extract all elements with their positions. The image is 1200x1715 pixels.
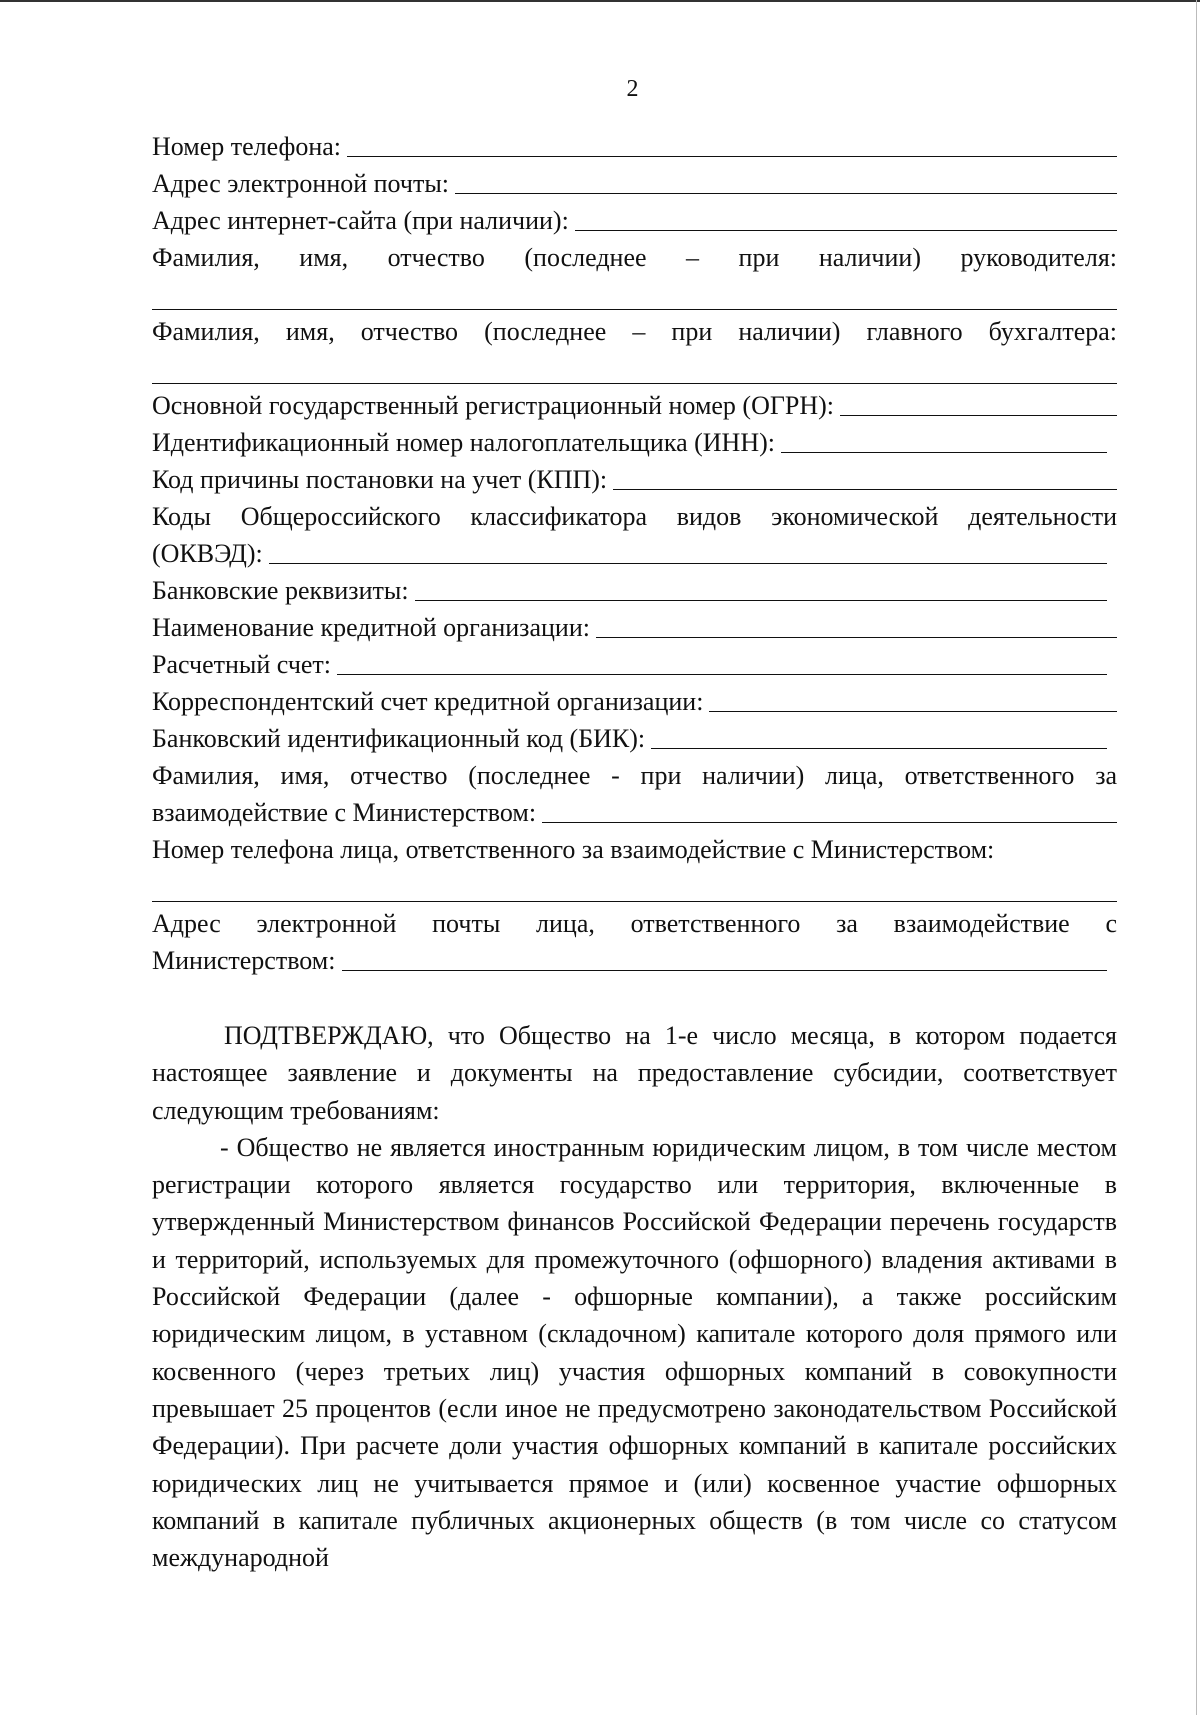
head-name-blank	[152, 276, 1117, 313]
contact-email-label-line2: Министерством:	[152, 946, 336, 975]
page-number: 2	[626, 76, 639, 102]
bank-details-label: Банковские реквизиты:	[152, 576, 409, 605]
contact-name-field	[152, 794, 1117, 831]
phone-field	[152, 128, 1117, 165]
website-field	[152, 202, 1117, 239]
account-blank	[337, 648, 1107, 675]
website-label: Адрес интернет-сайта (при наличии):	[152, 206, 569, 235]
confirmation-intro-text: ПОДТВЕРЖДАЮ, что Общество на 1-е число месяца, в котором подается настоящее заявление и документы на предоставление субсидии, соответствует следующим требованиям:	[152, 1021, 1117, 1125]
contact-name-label-line2: взаимодействие с Министерством:	[152, 798, 537, 827]
bank-details-field	[152, 572, 1117, 609]
scan-top-edge	[0, 0, 1200, 2]
ogrn-field	[152, 387, 1117, 424]
ogrn-label: Основной государственный регистрационный номер (ОГРН):	[152, 391, 835, 420]
bank-name-label: Наименование кредитной организации:	[152, 613, 590, 642]
scan-right-edge	[1196, 0, 1197, 1715]
inn-blank	[781, 426, 1107, 453]
corr-account-label: Корреспондентский счет кредитной организации:	[152, 687, 704, 716]
bank-details-blank	[415, 574, 1107, 601]
contact-email-field	[152, 942, 1117, 979]
account-field	[152, 646, 1117, 683]
okved-blank	[269, 537, 1107, 564]
corr-account-field	[152, 683, 1117, 720]
contact-email-label-line1: Адрес электронной почты лица, ответственного за взаимодействие с	[152, 909, 1117, 938]
bank-name-blank	[596, 611, 1117, 638]
ogrn-blank	[840, 389, 1117, 416]
head-name-label: Фамилия, имя, отчество (последнее – при наличии) руководителя:	[152, 243, 1117, 272]
bik-field	[152, 720, 1117, 757]
confirmation-intro	[152, 1017, 1117, 1129]
confirmation-item-1-text: - Общество не является иностранным юридическим лицом, в том числе местом регистрации которого является государство или территория, включенные в утвержденный Министерством финансов Российской Федерации перечень государств и территорий, используемых для промежуточного (офшорного) владения активами в Российской Федерации (далее - офшорные компании), а также российским юридическим лицом, в уставном (складочном) капитале которого доля прямого или косвенного (через третьих лиц) участия офшорных компаний в совокупности превышает 25 процентов (если иное не предусмотрено законодательством Российской Федерации). При расчете доли участия офшорных компаний в капитале российских юридических лиц не учитывается прямое и (или) косвенное участие офшорных компаний в капитале публичных акционерных обществ (в том числе со статусом международной	[152, 1132, 1117, 1573]
kpp-blank	[613, 463, 1117, 490]
website-blank	[575, 204, 1117, 231]
email-label: Адрес электронной почты:	[152, 169, 450, 198]
phone-label: Номер телефона:	[152, 132, 342, 161]
inn-field	[152, 424, 1117, 461]
phone-blank	[347, 130, 1117, 157]
bik-label: Банковский идентификационный код (БИК):	[152, 724, 646, 753]
confirmation-item-1	[152, 1129, 1117, 1577]
bik-blank	[651, 722, 1107, 749]
contact-name-blank	[542, 796, 1117, 823]
account-label: Расчетный счет:	[152, 650, 332, 679]
inn-label: Идентификационный номер налогоплательщика (ИНН):	[152, 428, 775, 457]
email-field	[152, 165, 1117, 202]
contact-email-blank	[342, 944, 1108, 971]
okved-field	[152, 535, 1117, 572]
kpp-label: Код причины постановки на учет (КПП):	[152, 465, 608, 494]
form-content	[152, 128, 1117, 1576]
okved-label-line1: Коды Общероссийского классификатора видов экономической деятельности	[152, 502, 1117, 531]
contact-phone-label: Номер телефона лица, ответственного за взаимодействие с Министерством:	[152, 835, 995, 864]
accountant-name-blank	[152, 350, 1117, 387]
corr-account-blank	[709, 685, 1117, 712]
email-blank	[455, 167, 1117, 194]
okved-label-line2: (ОКВЭД):	[152, 539, 263, 568]
kpp-field	[152, 461, 1117, 498]
contact-phone-blank	[152, 868, 1117, 905]
contact-name-label-line1: Фамилия, имя, отчество (последнее - при наличии) лица, ответственного за	[152, 761, 1117, 790]
bank-name-field	[152, 609, 1117, 646]
accountant-name-label: Фамилия, имя, отчество (последнее – при наличии) главного бухгалтера:	[152, 317, 1117, 346]
